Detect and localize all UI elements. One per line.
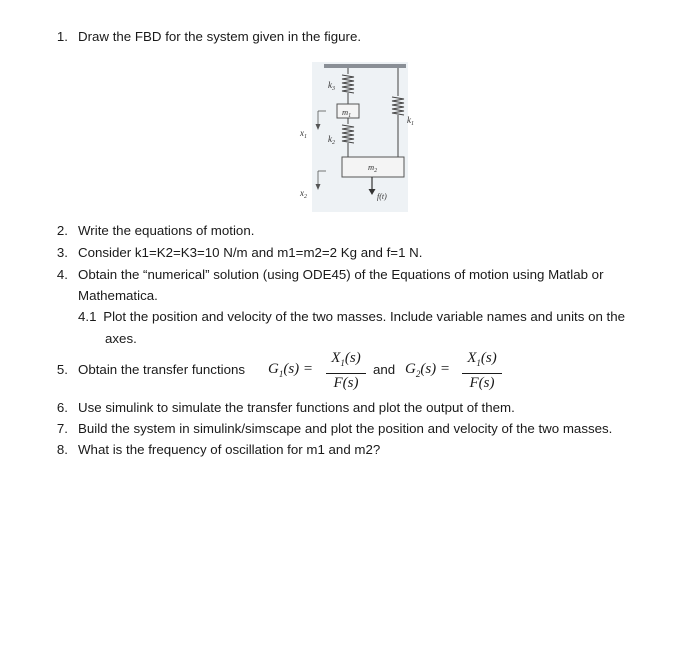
- question-number: 6.: [56, 400, 68, 415]
- question-number: 8.: [56, 442, 68, 457]
- spring-mass-figure: [290, 58, 430, 213]
- g1-fraction-bar: [326, 373, 366, 374]
- question-4-1-continued: [105, 330, 137, 348]
- question-text: Plot the position and velocity of the two masses. Include variable names and units on the: [103, 309, 626, 324]
- ceiling: [324, 64, 406, 68]
- g2-subscript: 2: [415, 369, 421, 379]
- question-text: Obtain the transfer functions: [78, 362, 246, 377]
- g2-argument: (s) =: [420, 361, 451, 377]
- question-number: 5.: [56, 362, 68, 377]
- label-x1: $x_1$: [300, 128, 307, 140]
- question-text: Draw the FBD for the system given in the figure.: [78, 29, 362, 44]
- figure-background: [312, 62, 408, 212]
- label-m2: $m_2$: [368, 162, 378, 174]
- label-m1: $m_1$: [342, 107, 352, 119]
- g2-numerator: $X_1(s)$: [467, 350, 497, 368]
- question-text-continued: axes.: [105, 331, 137, 346]
- question-text: Consider k1=K2=K3=10 N/m and m1=m2=2 Kg and f=1 N.: [78, 245, 423, 260]
- label-force: f(t): [377, 192, 387, 201]
- g1-subscript: 1: [278, 369, 284, 379]
- label-k2: $k_2$: [328, 134, 335, 146]
- question-4-continued: [78, 287, 158, 305]
- g2-symbol: G: [405, 361, 416, 377]
- g1-denominator: F(s): [333, 375, 359, 391]
- label-x2: $x_2$: [300, 188, 307, 200]
- g2-denominator: F(s): [469, 375, 495, 391]
- question-text: Build the system in simulink/simscape and plot the position and velocity of the two masses.: [78, 421, 613, 436]
- g1-argument: (s) =: [283, 361, 314, 377]
- question-text: What is the frequency of oscillation for m1 and m2?: [78, 442, 381, 457]
- question-number: 3.: [56, 245, 68, 260]
- g1-numerator: $X_1(s)$: [331, 350, 361, 368]
- g2-fraction: [462, 350, 502, 392]
- question-text: Write the equations of motion.: [78, 223, 255, 238]
- g2-expression: [405, 360, 450, 383]
- label-k1: $k_1$: [407, 115, 414, 127]
- label-k3: $k_3$: [328, 80, 335, 92]
- g2-fraction-bar: [462, 373, 502, 374]
- question-text: Obtain the “numerical” solution (using ODE45) of the Equations of motion using Matlab or: [78, 267, 604, 282]
- question-number: 2.: [56, 223, 68, 238]
- question-number: 4.: [56, 267, 68, 282]
- and-text: and: [373, 362, 396, 377]
- g1-expression: [268, 360, 313, 383]
- question-4-1: [78, 308, 678, 326]
- and-connector: [373, 361, 395, 379]
- g1-symbol: G: [268, 361, 279, 377]
- g1-fraction: [326, 350, 366, 392]
- question-number: 4.1: [78, 309, 97, 324]
- question-number: 7.: [56, 421, 68, 436]
- question-text: Use simulink to simulate the transfer functions and plot the output of them.: [78, 400, 515, 415]
- question-number: 1.: [56, 29, 68, 44]
- question-text-continued: Mathematica.: [78, 288, 158, 303]
